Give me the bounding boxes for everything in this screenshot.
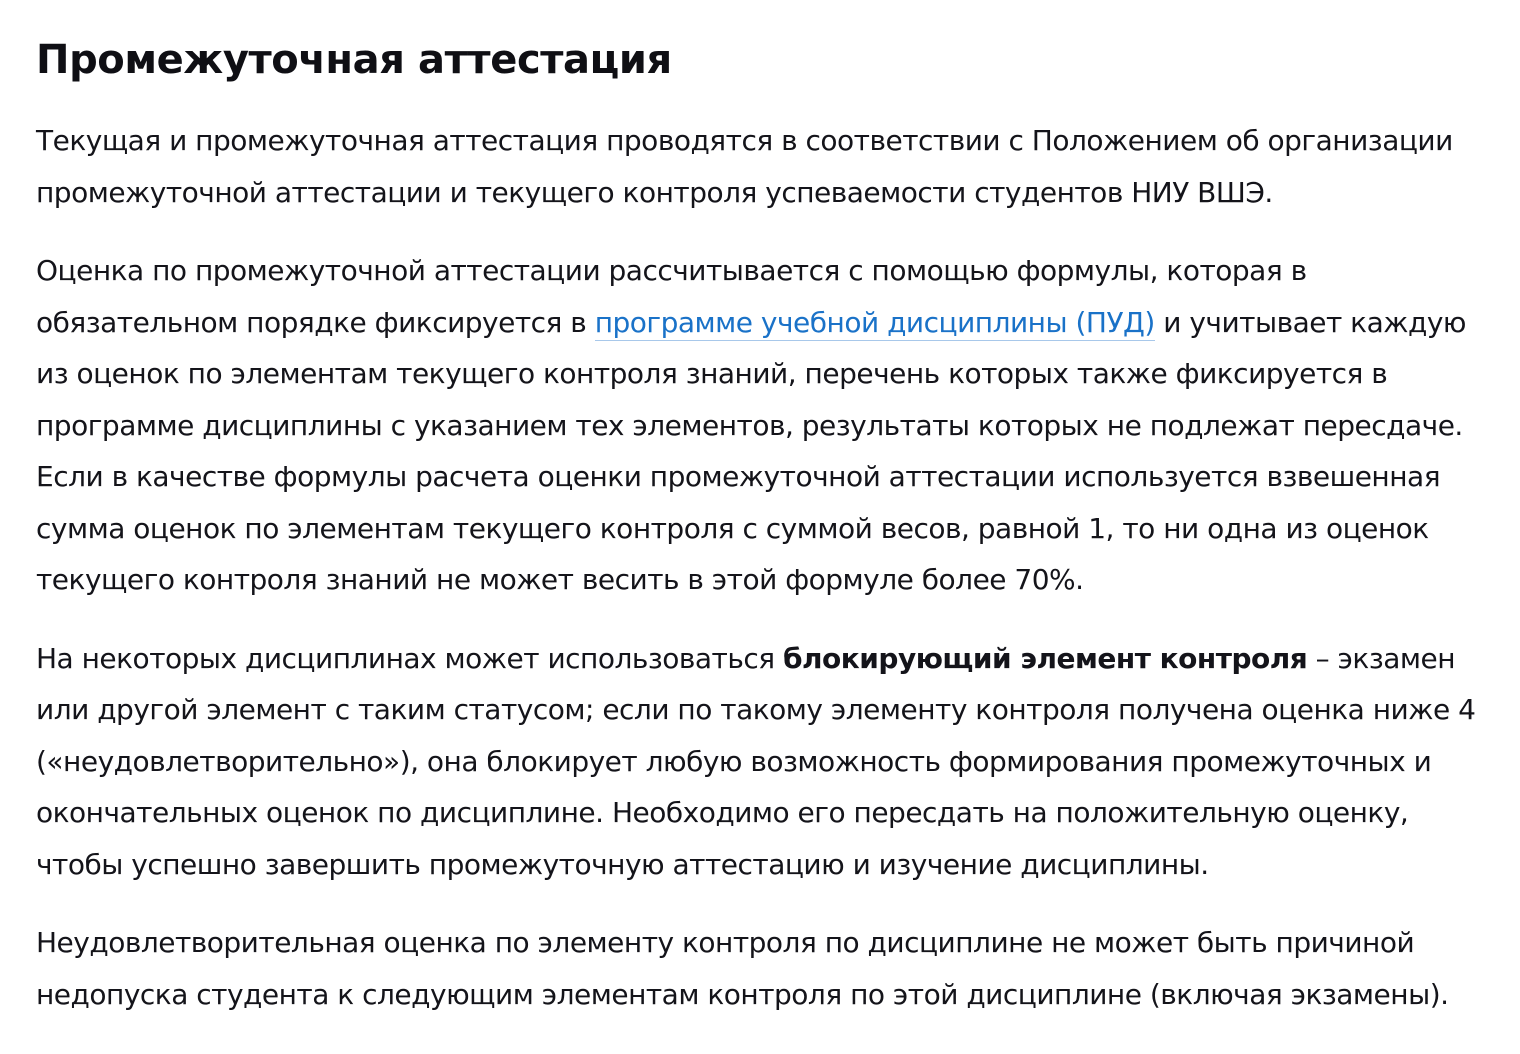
course-program-link[interactable]: программе учебной дисциплины (ПУД) (594, 305, 1155, 339)
paragraph-blocking-element (36, 633, 1496, 891)
paragraph-regulation: Текущая и промежуточная аттестация проводятся в соответствии с Положением об организации промежуточной аттестации и текущего контроля успеваемости студентов НИУ ВШЭ. (36, 124, 1453, 209)
paragraph-admission: Неудовлетворительная оценка по элементу контроля по дисциплине не может быть причиной недопуска студента к следующим элементам контроля по этой дисциплине (включая экзамены). (36, 926, 1449, 1011)
paragraph-text: На некоторых дисциплинах может использоваться (36, 641, 783, 675)
page-title: Промежуточная аттестация (36, 37, 672, 83)
paragraph-text: и учитывает каждую из оценок по элементам текущего контроля знаний, перечень которых также фиксируется в программе дисциплины с указанием тех элементов, результаты которых не подлежат пересдаче. Если в качестве формулы расчета оценки промежуточной аттестации используется взвешенная сумма оценок по элементам текущего контроля с суммой весов, равной 1, то ни одна из оценок текущего контроля знаний не может весить в этой формуле более 70%. (36, 305, 1466, 596)
emphasis-text: блокирующий элемент контроля (783, 641, 1308, 675)
article (36, 28, 1496, 1020)
paragraph-grade-formula (36, 245, 1496, 606)
paragraph-text: Оценка по промежуточной аттестации рассчитывается с помощью формулы, которая в обязательном порядке фиксируется в (36, 254, 1307, 339)
paragraph-text: – экзамен или другой элемент с таким статусом; если по такому элементу контроля получена оценка ниже 4 («неудовлетворительно»), она блокирует любую возможность формирования промежуточных и окончательных оценок по дисциплине. Необходимо его пересдать на положительную оценку, чтобы успешно завершить промежуточную аттестацию и изучение дисциплины. (36, 641, 1476, 881)
